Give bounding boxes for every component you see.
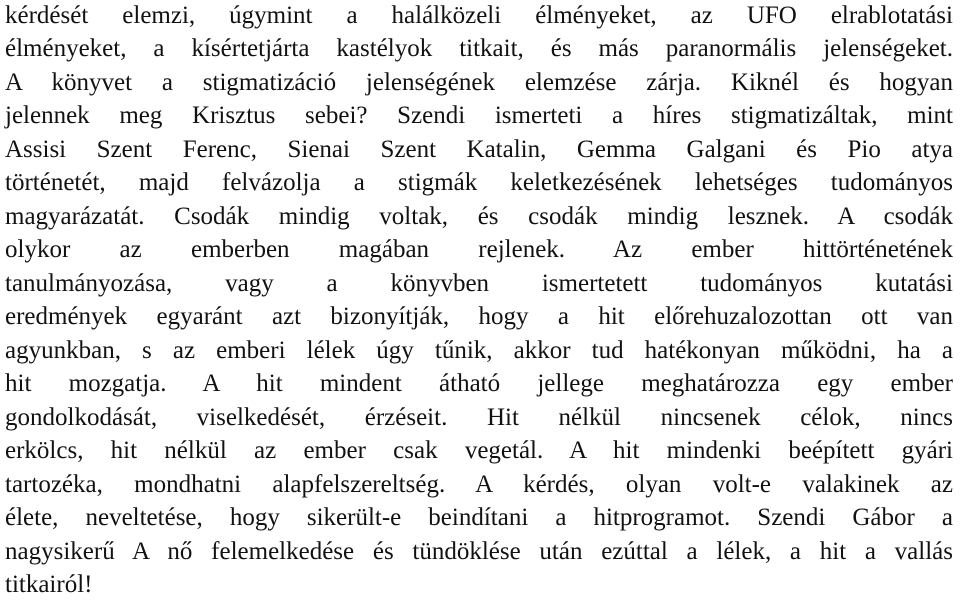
- text-line: történetét, majd felvázolja a stigmák keletkezésének lehetséges tudományos: [5, 169, 953, 196]
- text-line: nagysikerű A nő felemelkedése és tündöklése után ezúttal a lélek, a hit a vallás: [5, 538, 953, 565]
- text-line: erkölcs, hit nélkül az ember csak vegetál. A hit mindenki beépített gyári: [5, 437, 953, 464]
- text-line: hit mozgatja. A hit mindent átható jellege meghatározza egy ember: [5, 370, 953, 397]
- text-line: Assisi Szent Ferenc, Sienai Szent Katalin, Gemma Galgani és Pio atya: [5, 136, 953, 163]
- text-line: olykor az emberben magában rejlenek. Az ember hittörténetének: [5, 236, 953, 263]
- text-line: agyunkban, s az emberi lélek úgy tűnik, akkor tud hatékonyan működni, ha a: [5, 337, 953, 364]
- text-line: jelennek meg Krisztus sebei? Szendi ismerteti a híres stigmatizáltak, mint: [5, 102, 953, 129]
- text-line: tanulmányozása, vagy a könyvben ismertetett tudományos kutatási: [5, 270, 953, 297]
- text-line: A könyvet a stigmatizáció jelenségének elemzése zárja. Kiknél és hogyan: [5, 69, 953, 96]
- text-line-last: titkairól!: [5, 571, 93, 598]
- text-line: élete, neveltetése, hogy sikerült-e beindítani a hitprogramot. Szendi Gábor a: [5, 504, 953, 531]
- text-line: kérdését elemzi, úgymint a halálközeli élményeket, az UFO elrablotatási: [5, 2, 953, 29]
- text-line: eredmények egyaránt azt bizonyítják, hogy a hit előrehuzalozottan ott van: [5, 303, 953, 330]
- text-line: tartozéka, mondhatni alapfelszereltség. A kérdés, olyan volt-e valakinek az: [5, 471, 953, 498]
- text-line: élményeket, a kísértetjárta kastélyok titkait, és más paranormális jelenségeket.: [5, 35, 953, 62]
- text-line: magyarázatát. Csodák mindig voltak, és csodák mindig lesznek. A csodák: [5, 203, 953, 230]
- text-line: gondolkodását, viselkedését, érzéseit. Hit nélkül nincsenek célok, nincs: [5, 404, 953, 431]
